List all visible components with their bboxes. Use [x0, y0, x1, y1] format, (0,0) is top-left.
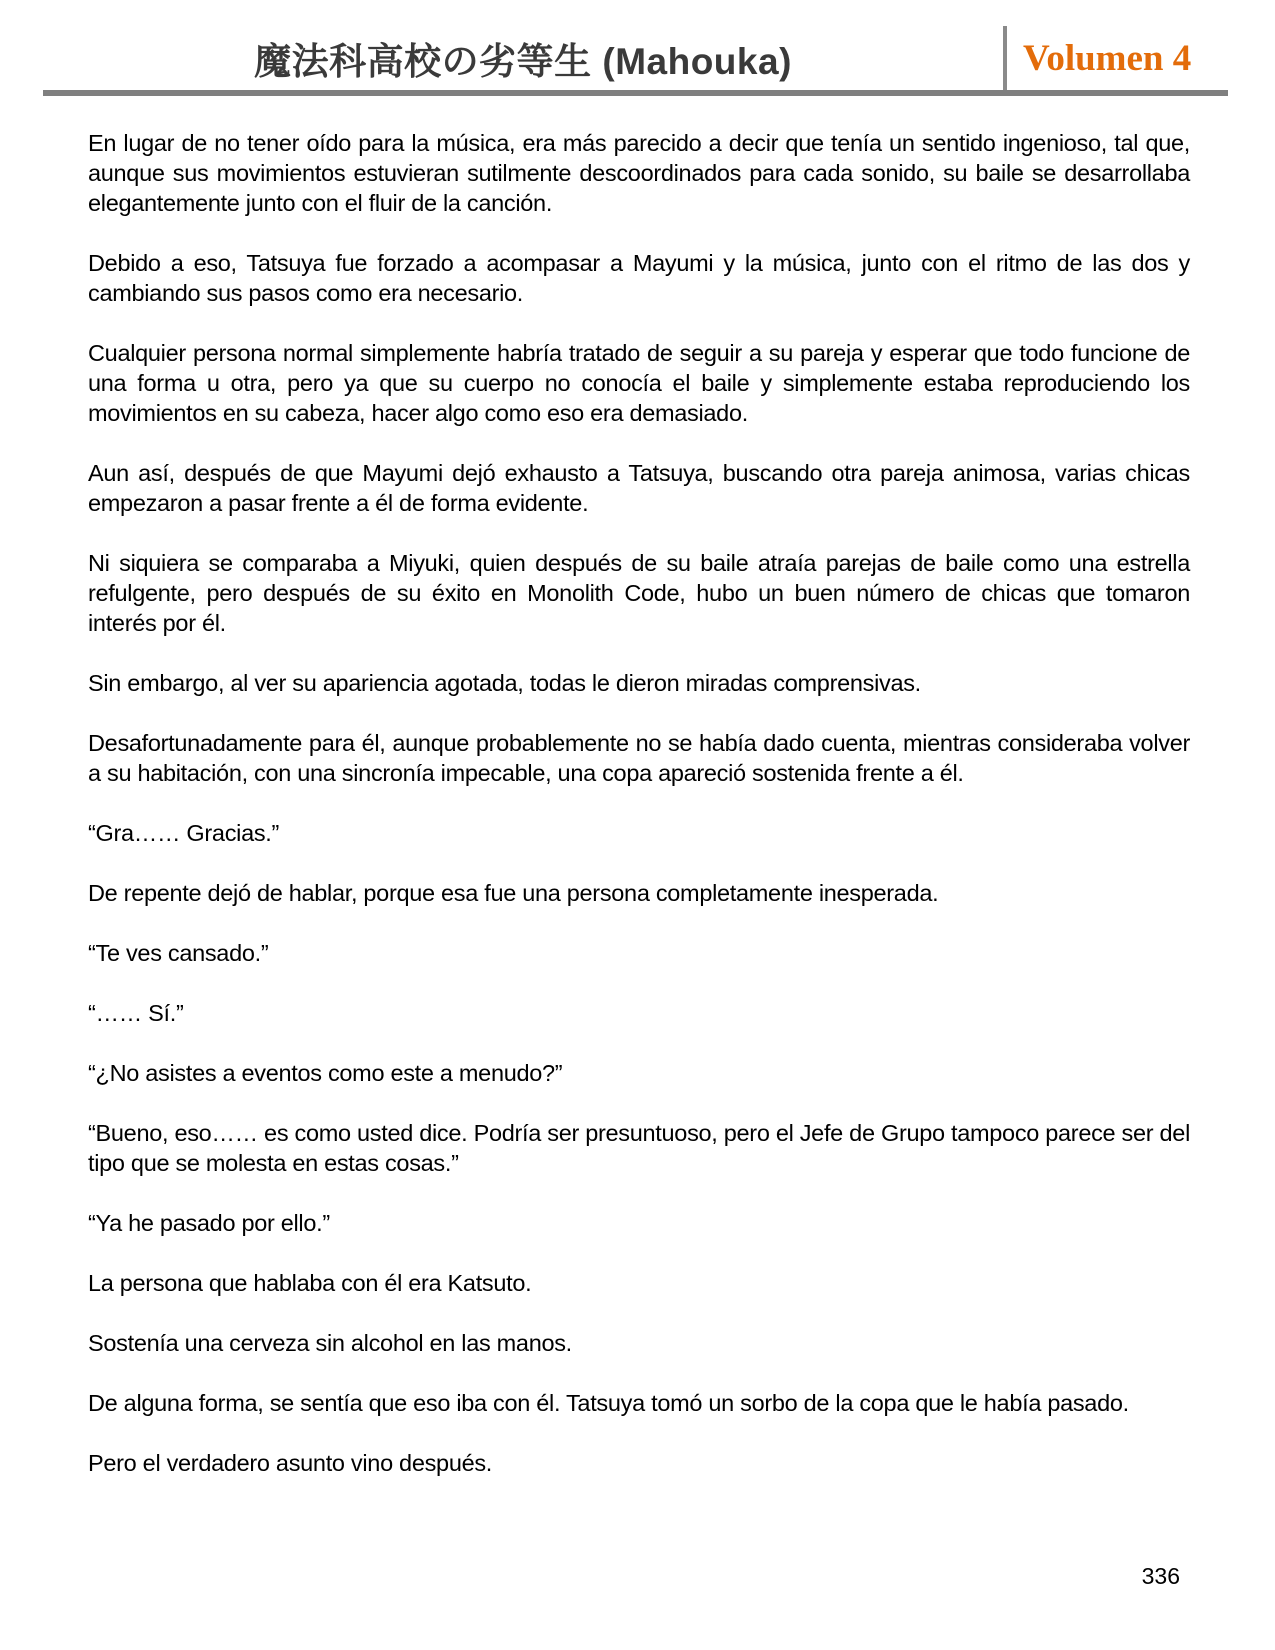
paragraph: Sin embargo, al ver su apariencia agotada, todas le dieron miradas comprensivas. [88, 670, 921, 696]
paragraph: Sostenía una cerveza sin alcohol en las manos. [88, 1330, 572, 1356]
header-rule [43, 90, 1228, 96]
volume-cell [1003, 26, 1228, 90]
paragraph: Desafortunadamente para él, aunque probablemente no se había dado cuenta, mientras consideraba volver a su habitación, con una sincronía impecable, una copa apareció sostenida frente a él. [88, 730, 1190, 786]
paragraph: Ni siquiera se comparaba a Miyuki, quien después de su baile atraía parejas de baile como una estrella refulgente, pero después de su éxito en Monolith Code, hubo un buen número de chicas que tomaron interés por él. [88, 550, 1190, 636]
paragraph: En lugar de no tener oído para la música, era más parecido a decir que tenía un sentido ingenioso, tal que, aunque sus movimientos estuvieran sutilmente descoordinados para cada sonido, su baile se desarrollaba elegantemente junto con el fluir de la canción. [88, 130, 1190, 216]
paragraph: Cualquier persona normal simplemente habría tratado de seguir a su pareja y esperar que todo funcione de una forma u otra, pero ya que su cuerpo no conocía el baile y simplemente estaba reproduciendo los movimientos en su cabeza, hacer algo como eso era demasiado. [88, 340, 1190, 426]
paragraph: De repente dejó de hablar, porque esa fue una persona completamente inesperada. [88, 880, 939, 906]
page-number: 336 [1141, 1563, 1180, 1589]
volume-label: Volumen 4 [1023, 37, 1192, 79]
paragraph: “Gra…… Gracias.” [88, 820, 280, 846]
page-title: 魔法科高校の劣等生 (Mahouka) [254, 41, 792, 82]
paragraph: Aun así, después de que Mayumi dejó exhausto a Tatsuya, buscando otra pareja animosa, varias chicas empezaron a pasar frente a él de forma evidente. [88, 460, 1190, 516]
paragraph: “…… Sí.” [88, 1000, 184, 1026]
body-text [88, 128, 1190, 1478]
paragraph: “Ya he pasado por ello.” [88, 1210, 330, 1236]
paragraph: “¿No asistes a eventos como este a menudo?” [88, 1060, 563, 1086]
paragraph: Pero el verdadero asunto vino después. [88, 1450, 493, 1476]
paragraph: “Bueno, eso…… es como usted dice. Podría ser presuntuoso, pero el Jefe de Grupo tampoco parece ser del tipo que se molesta en estas cosas.” [88, 1120, 1190, 1176]
paragraph: “Te ves cansado.” [88, 940, 269, 966]
paragraph: La persona que hablaba con él era Katsuto. [88, 1270, 532, 1296]
paragraph: Debido a eso, Tatsuya fue forzado a acompasar a Mayumi y la música, junto con el ritmo de las dos y cambiando sus pasos como era necesario. [88, 250, 1190, 306]
page-header [43, 26, 1228, 96]
header-row [43, 26, 1228, 90]
paragraph: De alguna forma, se sentía que eso iba con él. Tatsuya tomó un sorbo de la copa que le había pasado. [88, 1390, 1129, 1416]
